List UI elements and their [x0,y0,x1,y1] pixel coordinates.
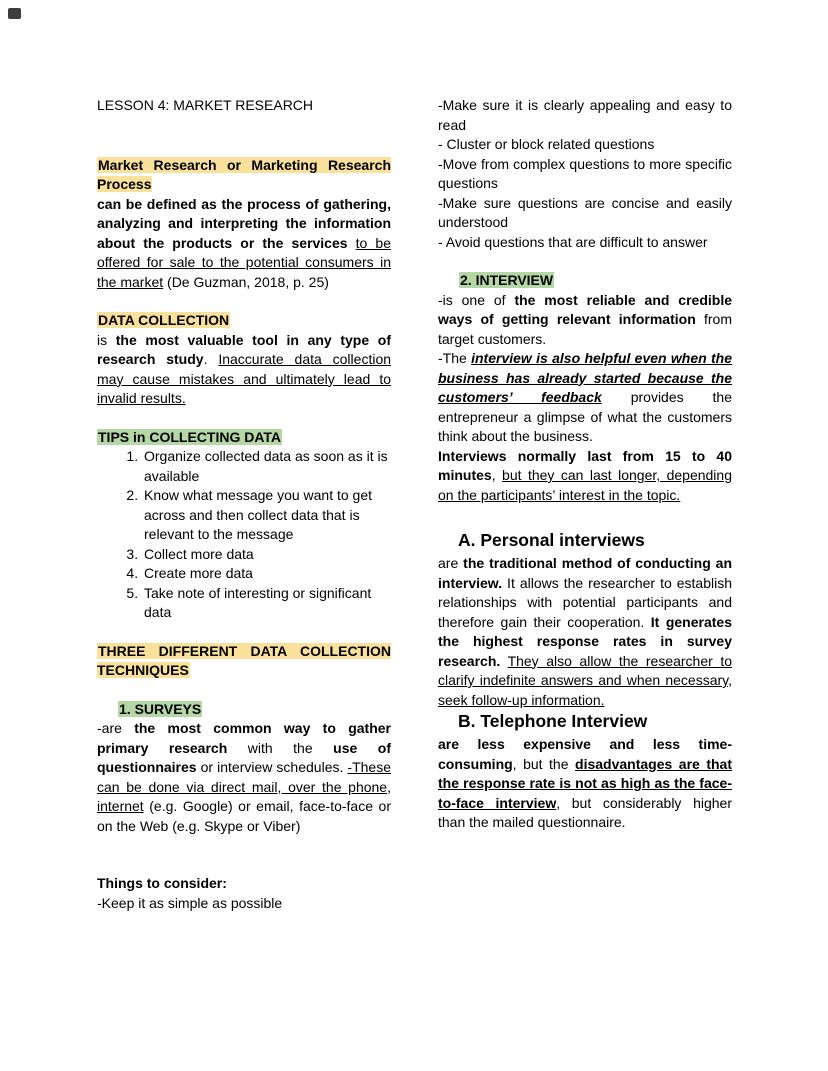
text-run: Inaccurate data collection may cause mistakes and ultimately lead to invalid results. [97,351,392,406]
section-heading-data-collection [97,311,391,331]
text-run: It allows the researcher to establish relationships with potential participants and therefore gain their cooperation. [438,574,732,630]
data-collection-definition [97,331,391,409]
text-run: (De Guzman, 2018, p. 25) [163,273,329,290]
text-run: Market Research or Marketing Research Process [97,156,391,192]
subsection-heading-surveys [118,700,391,720]
text-run: They also allow the researcher to clarify indefinite answers and when necessary, seek follow-up information. [438,652,732,708]
text-run: It generates the highest response rates in survey research. [438,613,732,669]
text-run: Take note of interesting or significant data [144,584,372,620]
text-run: LESSON 4: MARKET RESEARCH [97,97,314,113]
consider-item [438,194,732,233]
market-research-definition [97,195,391,293]
consider-item [438,96,732,135]
text-run: is [97,331,116,348]
text-run: -Keep it as simple as possible [97,894,283,911]
text-run: -is one of [438,291,515,308]
personal-interviews-description [438,554,732,710]
things-to-consider-item [97,894,391,914]
surveys-description [97,719,391,836]
text-run: TIPS in COLLECTING DATA [98,428,282,445]
text-run: Create more data [144,565,253,581]
consider-item [438,135,732,155]
consider-item [438,155,732,194]
text-run: provides the entrepreneur a glimpse of what the customers think about the business. [438,389,732,444]
spacer [97,116,391,156]
spacer [97,409,391,428]
text-run: but they can last longer, depending on the participants’ interest in the topic. [438,467,732,503]
interview-type-heading-personal [458,529,732,551]
text-run: B. Telephone Interview [458,711,648,731]
text-run: Know what message you want to get across and then collect data that is relevant to the message [144,487,373,542]
section-heading-tips [97,428,391,448]
text-run: , but considerably higher than the mailed questionnaire. [438,794,732,830]
subsection-heading-interview [459,271,732,291]
text-run: 2. INTERVIEW [460,272,554,288]
text-run: DATA COLLECTION [98,312,230,328]
text-run: can be defined as the process of gathering, analyzing and interpreting the information about the products or the services [97,195,391,251]
interview-type-heading-telephone [458,710,732,732]
text-run: the most reliable and credible ways of getting relevant information [438,291,732,327]
spacer [97,836,391,874]
spacer [438,505,732,529]
text-run: -Move from complex questions to more specific questions [438,155,732,191]
text-run: -The [438,350,472,366]
text-run: -These can be done via direct mail, over the phone, internet [97,759,391,814]
text-run: interview is also helpful even when the business has already started because the customers’ feedback [438,350,732,405]
text-run: the traditional method of conducting an interview. [438,555,733,591]
text-run: (e.g. Google) or email, face-to-face or on the Web (e.g. Skype or Viber) [97,798,391,834]
text-run: the most valuable tool in any type of research study [97,331,391,367]
text-run: - Cluster or block related questions [438,136,655,152]
text-run: Organize collected data as soon as it is available [144,448,388,484]
text-run: -are [97,720,135,736]
list-item [142,447,391,486]
text-run: disadvantages are that the response rate is not as high as the face-to-face interview [438,755,732,811]
section-heading-techniques [97,642,391,681]
text-run: are less expensive and less time-consuming [438,736,732,772]
spacer [97,681,391,700]
spacer [438,252,732,271]
interview-duration-paragraph [438,447,732,506]
text-run: 1. SURVEYS [119,700,202,717]
text-run: Interviews normally last from 15 to 40 minutes [438,447,732,483]
telephone-interview-description [438,735,732,833]
things-to-consider-heading [97,874,391,894]
consider-item [438,233,732,253]
text-run: , but the [512,755,576,772]
text-run: - Avoid questions that are difficult to answer [438,233,708,250]
text-run: -Make sure it is clearly appealing and easy to read [438,97,732,133]
text-run: THREE DIFFERENT DATA COLLECTION TECHNIQUES [97,642,391,678]
section-heading-market-research [97,156,391,195]
spacer [97,623,391,642]
text-run: use of questionnaires [97,739,391,775]
text-run: or interview schedules. [196,759,348,775]
interview-description [438,291,732,350]
list-item [142,486,391,545]
interview-helpful-paragraph [438,349,732,447]
text-run: Things to consider: [97,875,227,891]
column-right [438,96,732,913]
text-run: to be offered for sale to the potential consumers in the market [97,234,392,290]
text-run: A. Personal interviews [458,530,645,550]
text-run: , [491,467,503,483]
text-run: from target customers. [438,311,733,347]
corner-artifact [8,8,21,19]
text-run: are [438,555,464,571]
text-run [500,653,507,669]
text-run: with the [227,739,334,756]
column-left [97,96,391,913]
text-run: . [203,351,219,367]
list-item [142,584,391,623]
list-item [142,564,391,584]
lesson-title [97,96,391,116]
tips-list [97,447,391,623]
text-run: -Make sure questions are concise and easily understood [438,194,732,230]
spacer [97,292,391,311]
document-content [97,96,732,913]
list-item [142,545,391,565]
text-run: the most common way to gather primary research [97,720,391,756]
text-run: Collect more data [144,545,254,562]
